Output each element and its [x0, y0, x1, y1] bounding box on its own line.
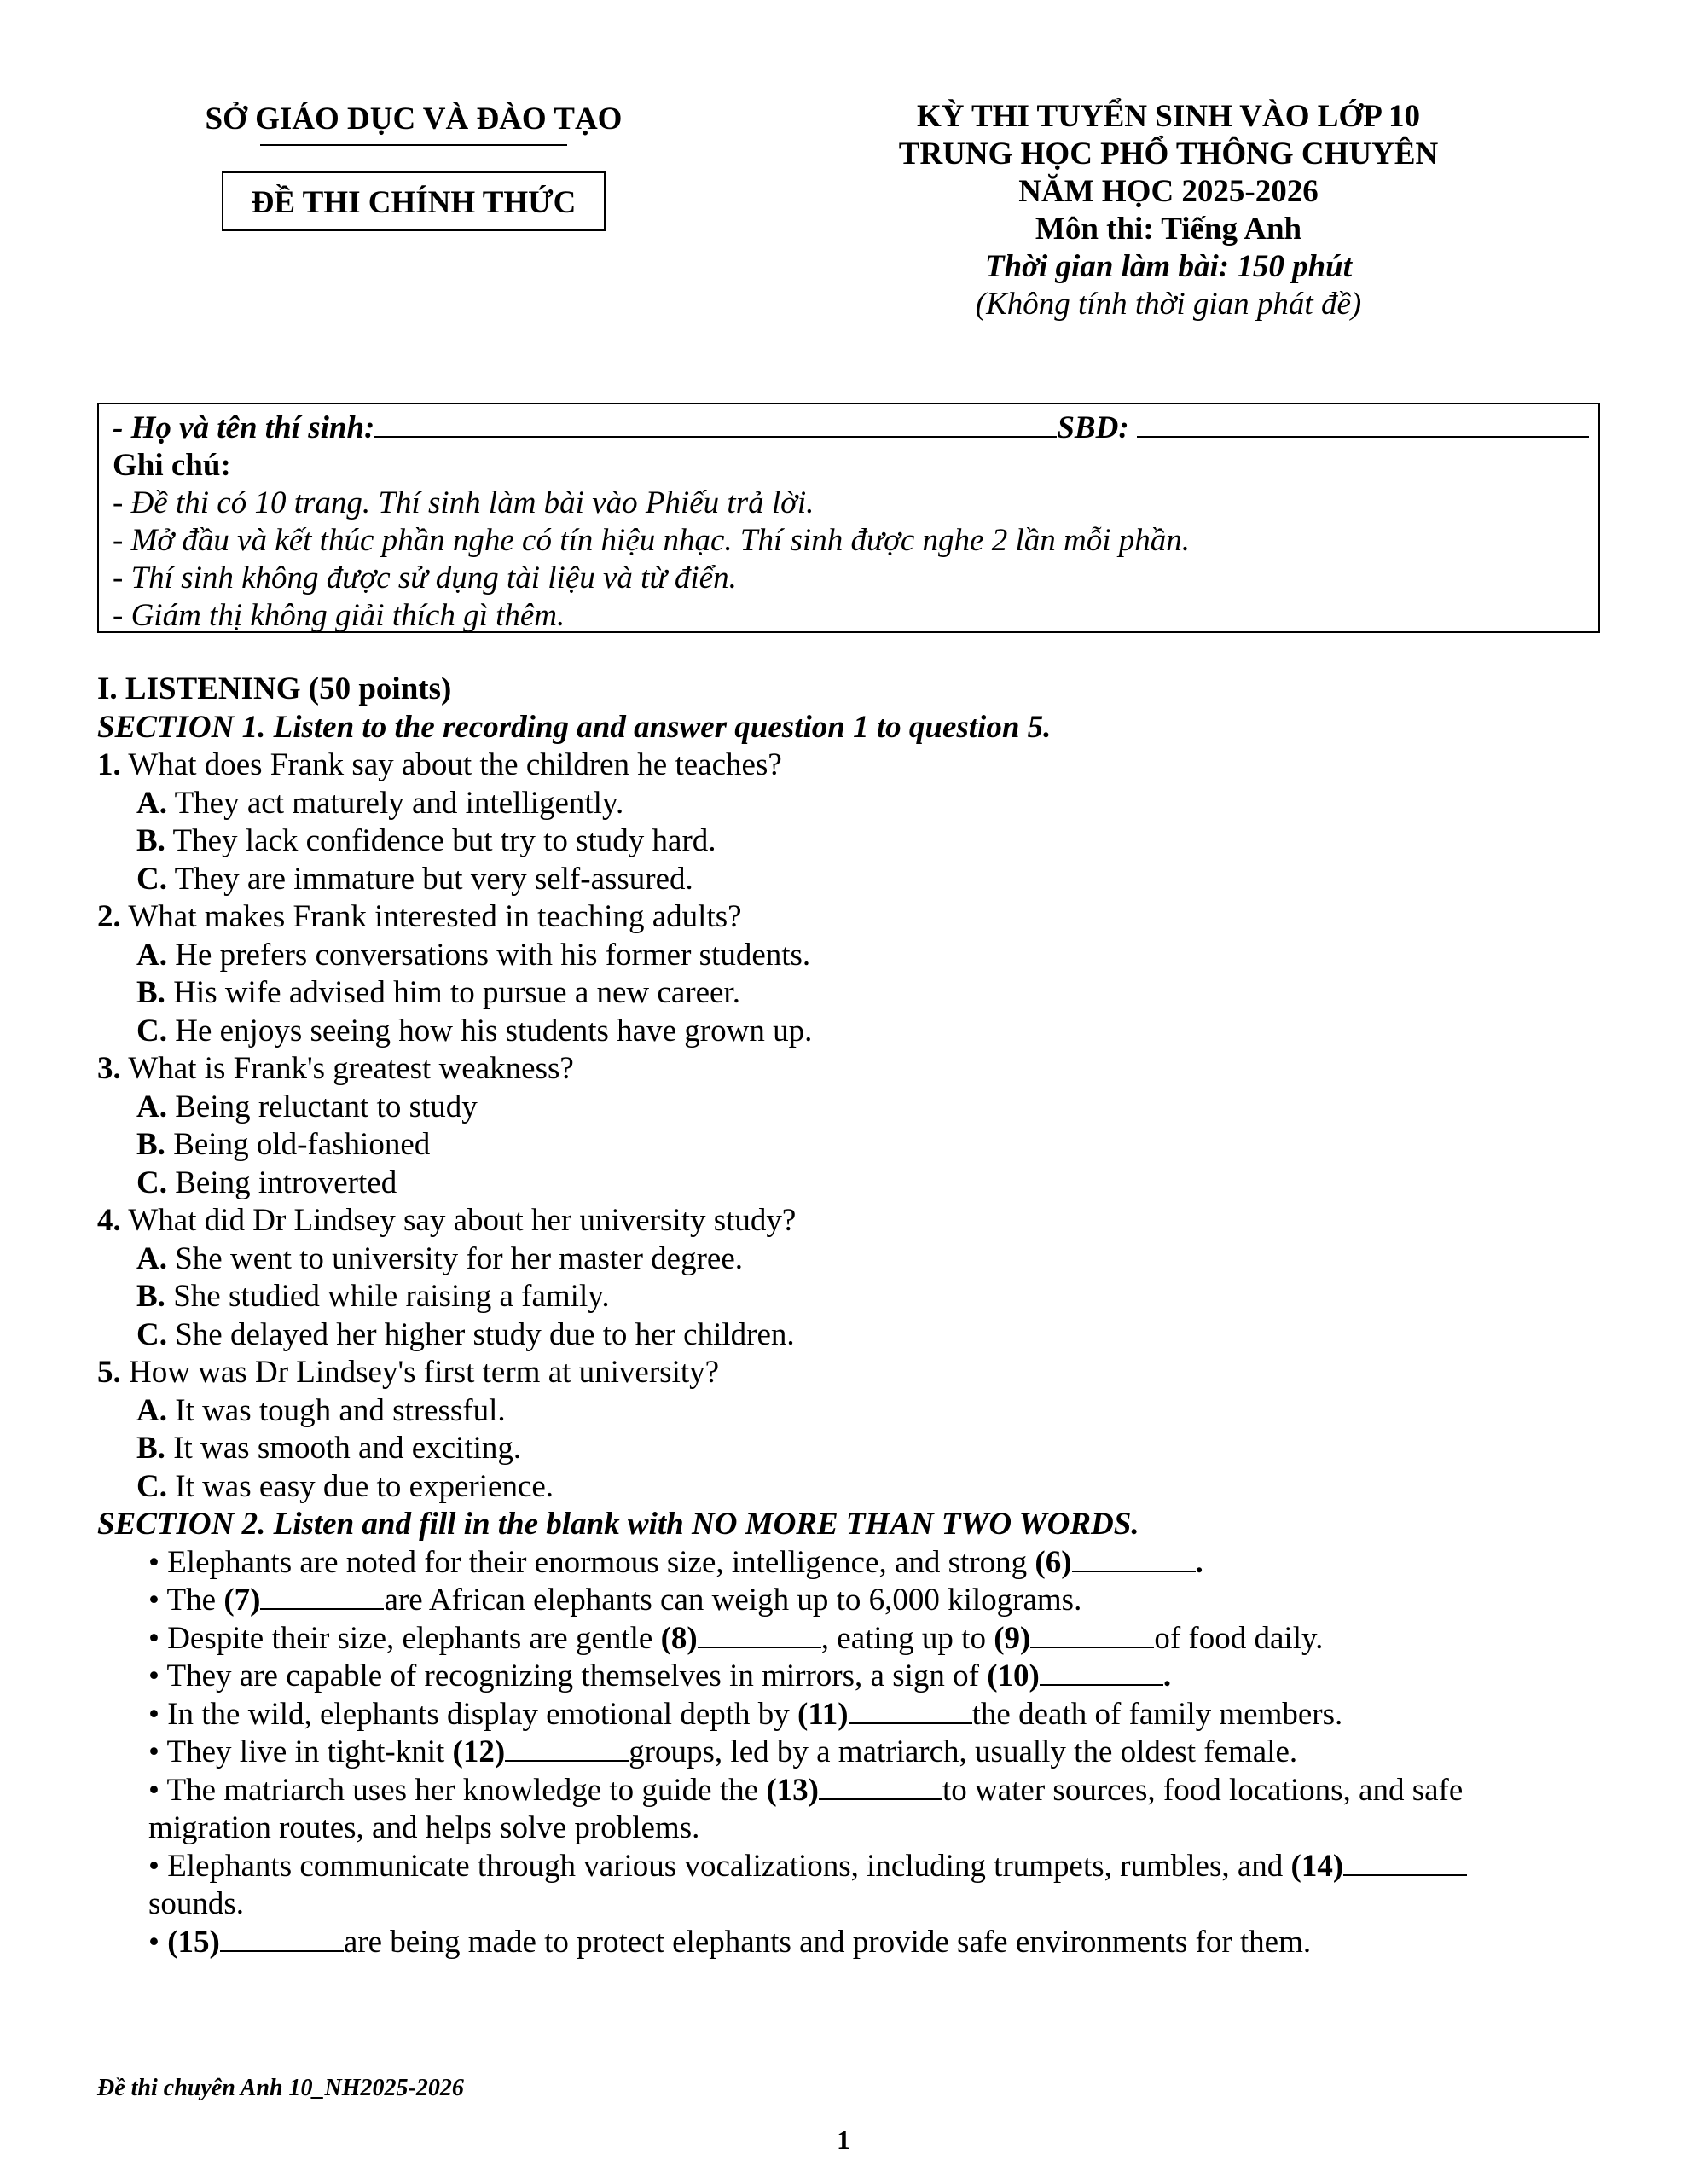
option-text: They lack confidence but try to study hard. [172, 823, 716, 858]
option[interactable] [97, 1165, 1615, 1203]
candidate-name-row [113, 410, 1586, 447]
candidate-name-label: - Họ và tên thí sinh: [113, 410, 375, 445]
option[interactable] [97, 785, 1615, 823]
option-text: Being reluctant to study [175, 1089, 478, 1124]
page-number: 1 [837, 2124, 850, 2155]
option-letter: B. [136, 1431, 165, 1466]
fill-text: to water sources, food locations, and safe migration routes, and helps solve problems. [148, 1772, 1464, 1845]
exam-body [97, 671, 1615, 1961]
option[interactable] [97, 1316, 1615, 1355]
option-letter: A. [136, 1240, 167, 1276]
option-letter: C. [136, 861, 167, 897]
fill-text: • Despite their size, elephants are gentle [148, 1620, 661, 1656]
fill-text: are being made to protect elephants and provide safe environments for them. [343, 1924, 1312, 1960]
option-text: They are immature but very self-assured. [174, 861, 693, 897]
option-text: It was smooth and exciting. [173, 1431, 522, 1466]
candidate-name-field[interactable] [374, 410, 1057, 438]
blank-13[interactable] [819, 1773, 942, 1800]
school-year: NĂM HỌC 2025-2026 [1018, 174, 1319, 209]
fill-text: . [1162, 1658, 1172, 1693]
header-right [836, 98, 1501, 323]
question-text: What does Frank say about the children he teaches? [128, 747, 782, 782]
note-3: - Thí sinh không được sử dụng tài liệu và từ điển. [113, 561, 737, 595]
question-text: What did Dr Lindsey say about her university study? [128, 1203, 797, 1238]
option-letter: A. [136, 937, 167, 973]
option[interactable] [97, 861, 1615, 899]
question-number: 2. [97, 899, 121, 934]
blank-8[interactable] [698, 1621, 821, 1648]
fill-item-11 [97, 1696, 1615, 1734]
question-5 [97, 1354, 1615, 1392]
question-3 [97, 1050, 1615, 1089]
fill-item-12 [97, 1734, 1615, 1772]
sbd-field[interactable] [1137, 410, 1589, 438]
option-text: She studied while raising a family. [173, 1279, 610, 1314]
note-1: - Đề thi có 10 trang. Thí sinh làm bài vào Phiếu trả lời. [113, 485, 815, 520]
question-text: How was Dr Lindsey's first term at university? [129, 1355, 720, 1390]
blank-number: (9) [994, 1620, 1031, 1656]
fill-text: of food daily. [1154, 1620, 1324, 1656]
blank-number: (15) [167, 1924, 220, 1960]
blank-number: (6) [1035, 1544, 1072, 1580]
blank-11[interactable] [849, 1697, 972, 1724]
blank-12[interactable] [505, 1734, 629, 1762]
option[interactable] [97, 1430, 1615, 1468]
option-letter: B. [136, 975, 165, 1010]
option[interactable] [97, 937, 1615, 975]
question-number: 3. [97, 1051, 121, 1086]
option-letter: A. [136, 1089, 167, 1124]
option-letter: C. [136, 1013, 167, 1048]
exam-title-1: KỲ THI TUYỂN SINH VÀO LỚP 10 [916, 99, 1421, 134]
fill-text: sounds. [148, 1886, 245, 1921]
section1-title: SECTION 1. Listen to the recording and answer question 1 to question 5. [97, 709, 1052, 745]
option-text: Being introverted [175, 1165, 397, 1200]
fill-text: • The [148, 1583, 224, 1618]
option-text: He enjoys seeing how his students have grown up. [175, 1013, 813, 1048]
question-2 [97, 898, 1615, 937]
fill-text: . [1195, 1544, 1203, 1580]
option-letter: C. [136, 1468, 167, 1504]
official-exam-box: ĐỀ THI CHÍNH THỨC [222, 171, 606, 231]
question-number: 5. [97, 1355, 121, 1390]
fill-text: • They are capable of recognizing themselves in mirrors, a sign of [148, 1658, 988, 1693]
note-title: Ghi chú: [113, 448, 231, 483]
option-text: It was tough and stressful. [175, 1392, 506, 1428]
question-4 [97, 1202, 1615, 1240]
blank-number: (13) [766, 1772, 819, 1808]
blank-9[interactable] [1030, 1621, 1154, 1648]
fill-item-13 [97, 1772, 1615, 1848]
option-text: He prefers conversations with his former students. [175, 937, 811, 973]
fill-text: • [148, 1924, 168, 1960]
blank-number: (8) [660, 1620, 698, 1656]
option[interactable] [97, 1468, 1615, 1507]
blank-6[interactable] [1072, 1545, 1196, 1572]
option[interactable] [97, 822, 1615, 861]
header-divider [260, 144, 567, 146]
option-letter: A. [136, 785, 167, 821]
question-text: What makes Frank interested in teaching adults? [128, 899, 742, 934]
sbd-label: SBD: [1057, 410, 1129, 445]
fill-text: • The matriarch uses her knowledge to guide the [148, 1772, 767, 1808]
candidate-info-box [97, 403, 1600, 633]
option[interactable] [97, 1013, 1615, 1051]
question-number: 4. [97, 1203, 121, 1238]
option-letter: B. [136, 823, 165, 858]
department-name: SỞ GIÁO DỤC VÀ ĐÀO TẠO [205, 102, 623, 136]
fill-text: • They live in tight-knit [148, 1734, 453, 1769]
fill-text: groups, led by a matriarch, usually the oldest female. [629, 1734, 1298, 1769]
option[interactable] [97, 1278, 1615, 1316]
blank-number: (11) [797, 1696, 849, 1732]
fill-item-8-9 [97, 1620, 1615, 1658]
option-letter: C. [136, 1316, 167, 1352]
fill-item-14 [97, 1848, 1615, 1924]
option-letter: B. [136, 1127, 165, 1162]
header-left [171, 98, 657, 231]
fill-text: • Elephants are noted for their enormous size, intelligence, and strong [148, 1544, 1035, 1580]
option-text: She delayed her higher study due to her children. [175, 1316, 795, 1352]
fill-text: the death of family members. [971, 1696, 1343, 1732]
question-1 [97, 746, 1615, 785]
fill-text: • In the wild, elephants display emotional depth by [148, 1696, 798, 1732]
fill-item-10 [97, 1658, 1615, 1696]
subject: Môn thi: Tiếng Anh [1035, 212, 1302, 247]
option[interactable] [97, 1126, 1615, 1165]
duration: Thời gian làm bài: 150 phút [984, 249, 1353, 284]
note-2: - Mở đầu và kết thúc phần nghe có tín hiệu nhạc. Thí sinh được nghe 2 lần mỗi phần. [113, 523, 1191, 558]
option-text: They act maturely and intelligently. [174, 785, 624, 821]
blank-14[interactable] [1343, 1849, 1467, 1876]
fill-item-7 [97, 1582, 1615, 1620]
exam-title-2: TRUNG HỌC PHỔ THÔNG CHUYÊN [898, 136, 1439, 171]
duration-note: (Không tính thời gian phát đề) [975, 287, 1362, 322]
option-letter: C. [136, 1165, 167, 1200]
blank-number: (10) [987, 1658, 1040, 1693]
option-text: Being old-fashioned [173, 1127, 431, 1162]
blank-number: (14) [1290, 1848, 1344, 1884]
option-text: His wife advised him to pursue a new career. [173, 975, 740, 1010]
option-text: It was easy due to experience. [175, 1468, 554, 1504]
fill-text: • Elephants communicate through various vocalizations, including trumpets, rumbles, and [148, 1848, 1291, 1884]
blank-10[interactable] [1040, 1658, 1163, 1686]
question-text: What is Frank's greatest weakness? [128, 1051, 574, 1086]
option[interactable] [97, 1240, 1615, 1279]
note-4: - Giám thị không giải thích gì thêm. [113, 598, 565, 633]
footer-code: Đề thi chuyên Anh 10_NH2025-2026 [97, 2075, 464, 2101]
option[interactable] [97, 1392, 1615, 1431]
blank-7[interactable] [260, 1583, 384, 1610]
blank-number: (12) [452, 1734, 506, 1769]
question-number: 1. [97, 747, 121, 782]
listening-title: I. LISTENING (50 points) [97, 671, 452, 706]
option-letter: B. [136, 1279, 165, 1314]
fill-item-15 [97, 1924, 1615, 1962]
blank-15[interactable] [220, 1925, 344, 1952]
option[interactable] [97, 1089, 1615, 1127]
fill-text: , eating up to [820, 1620, 994, 1656]
blank-number: (7) [223, 1583, 261, 1618]
option[interactable] [97, 974, 1615, 1013]
option-text: She went to university for her master degree. [175, 1240, 744, 1276]
option-letter: A. [136, 1392, 167, 1428]
section2-title: SECTION 2. Listen and fill in the blank with NO MORE THAN TWO WORDS. [97, 1507, 1139, 1542]
fill-text: are African elephants can weigh up to 6,000 kilograms. [384, 1583, 1082, 1618]
fill-item-6 [97, 1544, 1615, 1583]
